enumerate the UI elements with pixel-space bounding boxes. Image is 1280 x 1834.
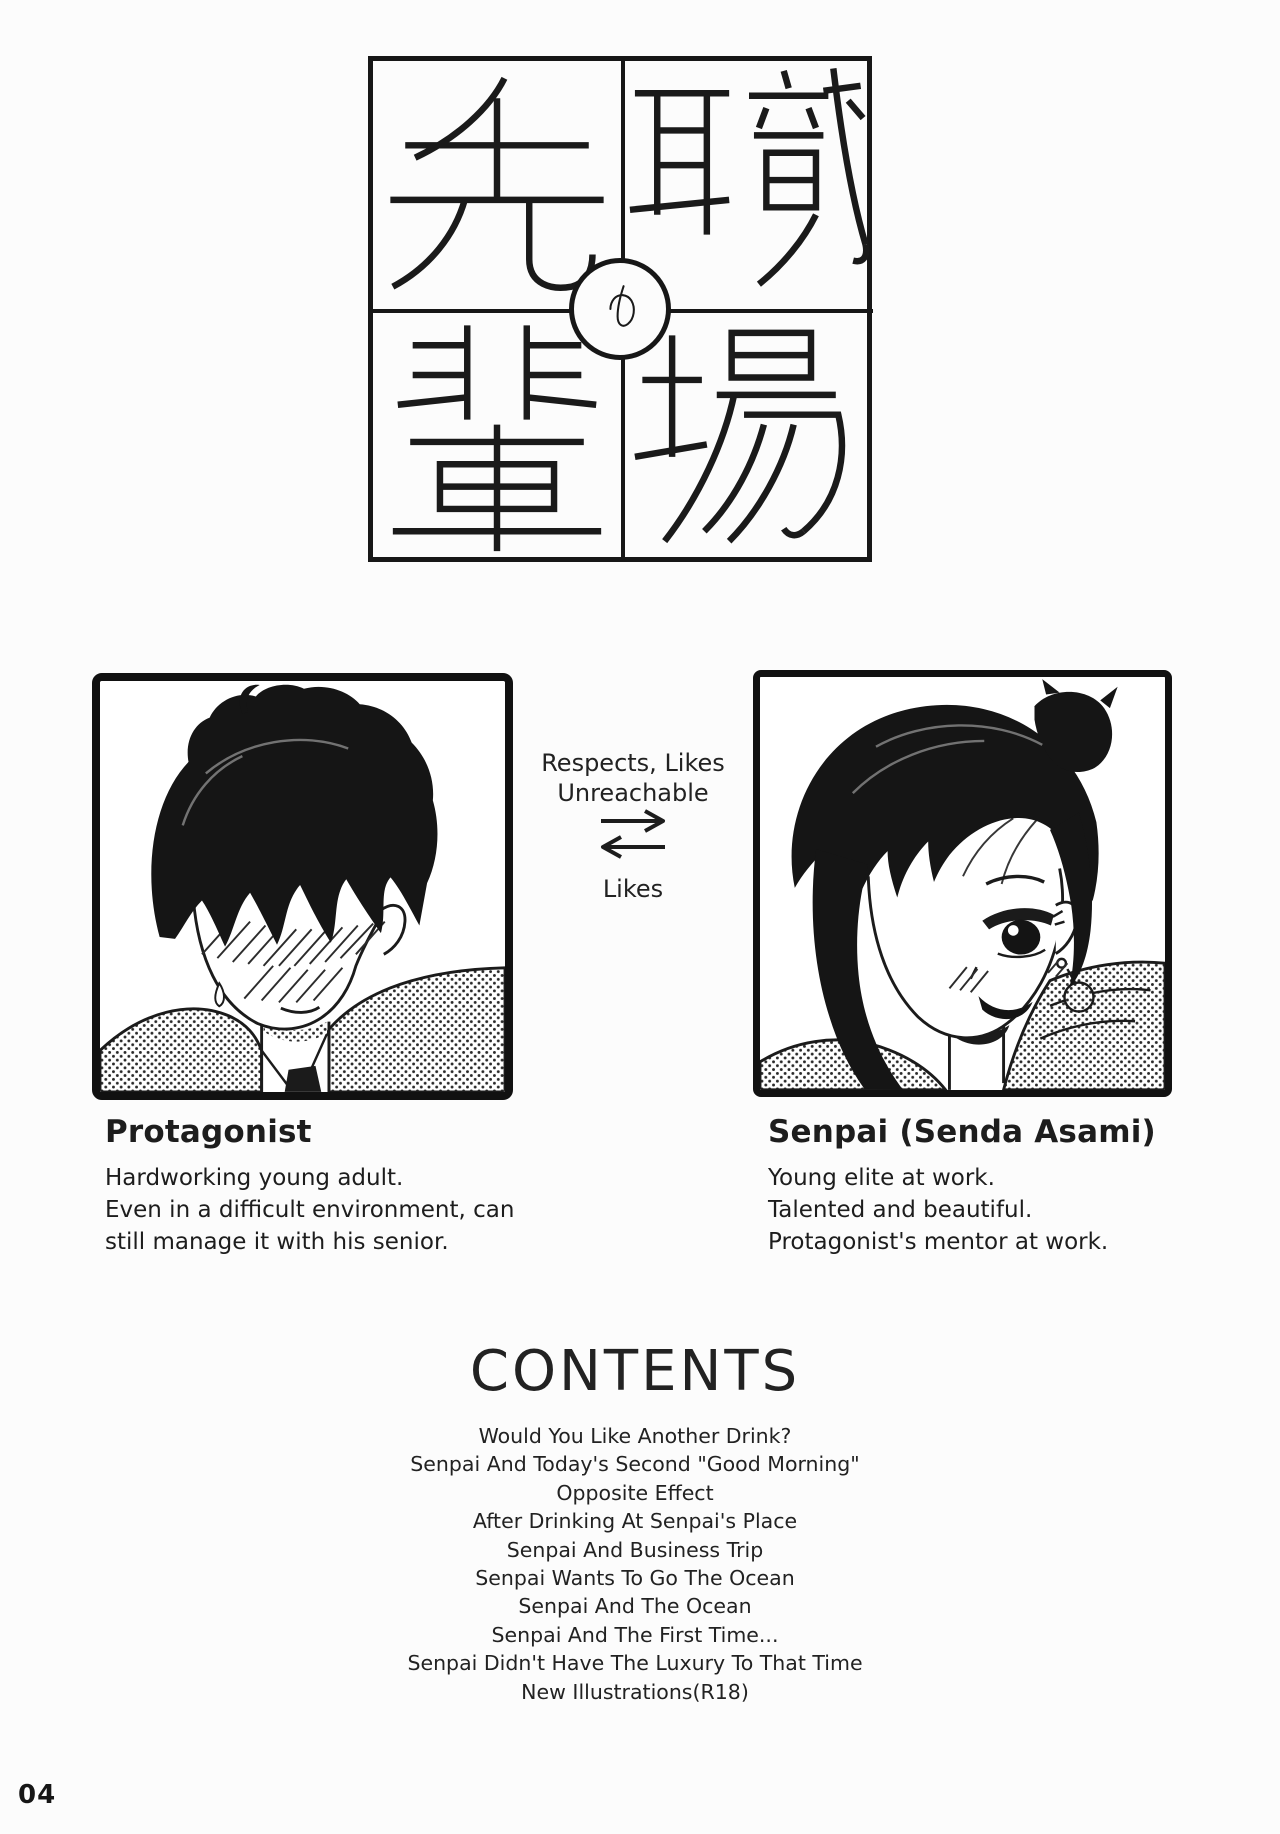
title-cell-bottom-right <box>625 313 873 561</box>
contents-item: Senpai And The Ocean <box>518 1594 752 1619</box>
arrow-right-icon <box>597 808 669 834</box>
arrow-left-icon <box>597 834 669 860</box>
title-logo <box>368 56 872 562</box>
protagonist-portrait <box>92 673 513 1100</box>
contents-item: Senpai Didn't Have The Luxury To That Time <box>407 1651 863 1676</box>
senpai-description-line-2: Talented and beautiful. <box>768 1197 1033 1223</box>
protagonist-name: Protagonist <box>105 1114 312 1150</box>
contents-heading: CONTENTS <box>469 1339 801 1404</box>
contents-item: New Illustrations(R18) <box>521 1679 749 1704</box>
senpai-portrait <box>753 670 1172 1097</box>
title-cell-bottom-left <box>373 313 625 561</box>
protagonist-description-line-1: Hardworking young adult. <box>105 1165 404 1191</box>
senpai-illustration <box>760 677 1165 1090</box>
contents-item: Senpai And Business Trip <box>506 1537 764 1562</box>
contents-item: Opposite Effect <box>556 1480 714 1505</box>
protagonist-caption <box>105 1112 585 1258</box>
kana-no-drawing <box>590 279 650 339</box>
kanji-ba-drawing <box>625 313 873 561</box>
relation-label-likes: Likes <box>602 875 664 903</box>
title-cell-top-right <box>625 61 873 313</box>
contents-item: After Drinking At Senpai's Place <box>472 1509 798 1534</box>
relationship-diagram <box>503 748 763 904</box>
senpai-description-line-3: Protagonist's mentor at work. <box>768 1229 1109 1255</box>
protagonist-description-line-3: still manage it with his senior. <box>105 1229 449 1255</box>
kanji-hai-drawing <box>373 313 621 561</box>
contents-section <box>0 1339 1270 1706</box>
contents-item: Would You Like Another Drink? <box>478 1424 792 1448</box>
senpai-description-line-1: Young elite at work. <box>768 1165 995 1191</box>
relation-label-respects-likes: Respects, Likes <box>541 749 725 777</box>
relation-label-unreachable: Unreachable <box>557 779 709 807</box>
page-number: 04 <box>18 1780 57 1810</box>
senpai-name: Senpai (Senda Asami) <box>768 1114 1156 1150</box>
senpai-caption <box>768 1112 1248 1258</box>
contents-item: Senpai Wants To Go The Ocean <box>475 1566 795 1591</box>
contents-list <box>0 1422 1270 1706</box>
protagonist-illustration <box>100 681 505 1092</box>
contents-item: Senpai And The First Time... <box>491 1622 779 1647</box>
contents-item: Senpai And Today's Second "Good Morning" <box>410 1452 860 1477</box>
no-particle-circle <box>569 258 671 360</box>
protagonist-description-line-2: Even in a difficult environment, can <box>105 1197 515 1223</box>
kanji-shoku-drawing <box>625 61 873 309</box>
